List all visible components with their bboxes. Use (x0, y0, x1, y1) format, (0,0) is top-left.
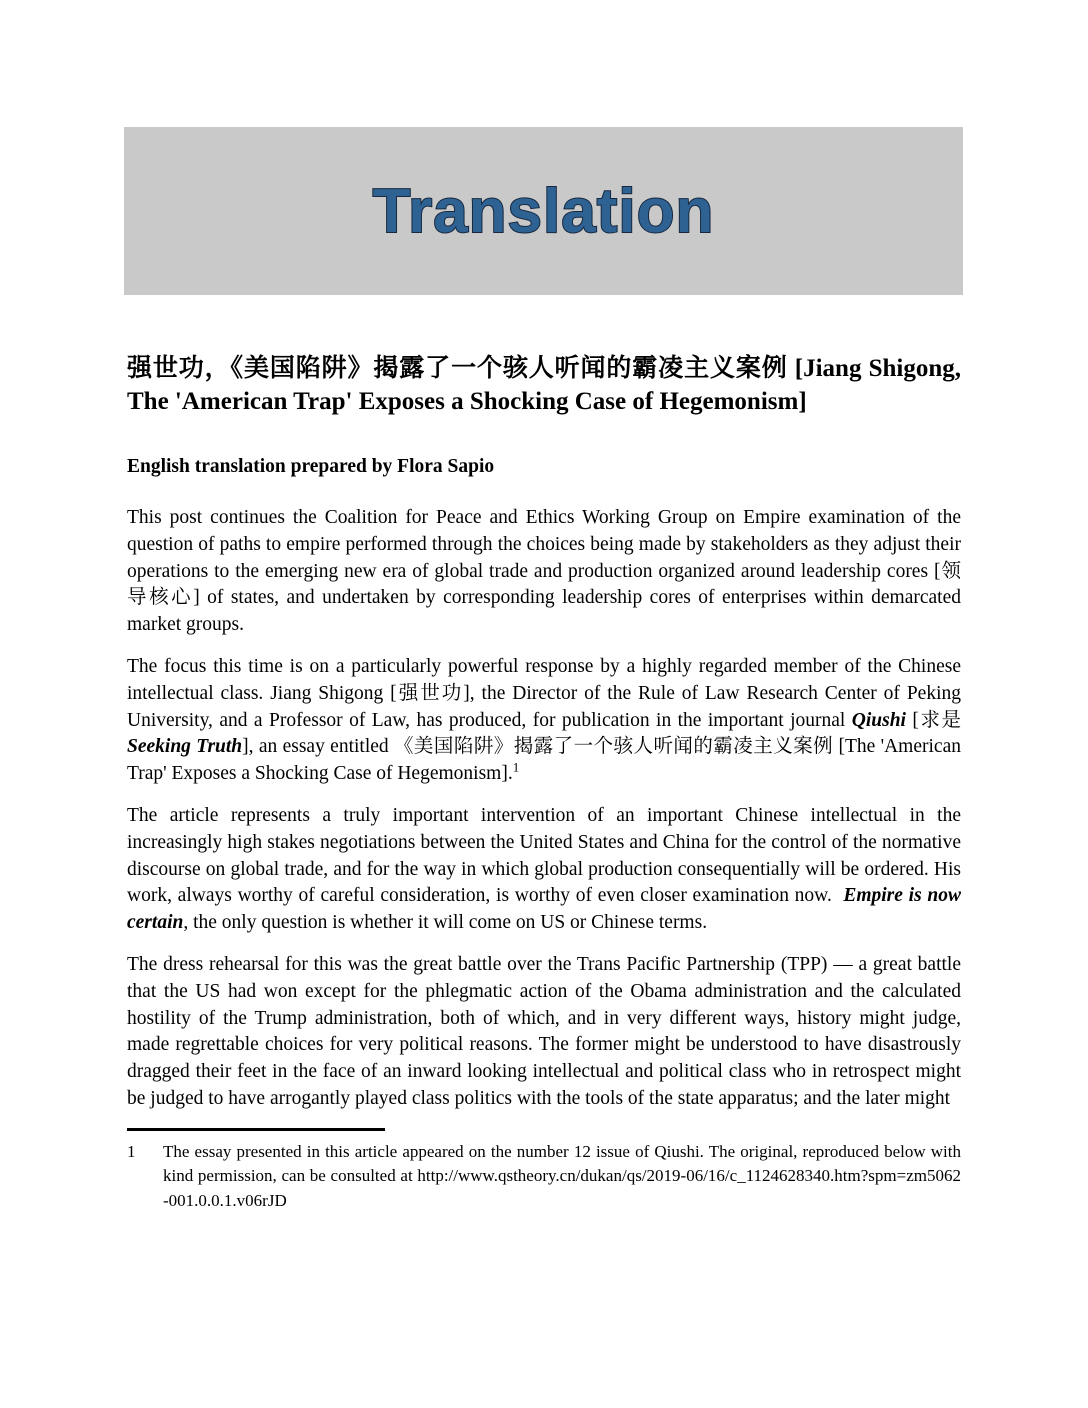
footnote-reference-1: 1 (512, 759, 520, 775)
article-content (127, 352, 961, 1213)
footnote-body (163, 1140, 961, 1214)
footnote-number: 1 (127, 1141, 136, 1161)
paragraph-2-text: ], an essay entitled 《美国陷阱》揭露了一个骇人听闻的霸凌主义案例 [The 'American Trap' Exposes a Shocking Case of Hegemonism]. (127, 736, 961, 785)
paragraph-2-text: [求是 (905, 709, 961, 731)
empire-emphasis-text: Empire is now certain (127, 885, 961, 934)
paragraph-1 (127, 505, 961, 639)
paragraph-2 (127, 654, 961, 788)
paragraph-4 (127, 952, 961, 1113)
journal-name-qiushi: Qiushi (851, 709, 906, 731)
footnote-url: http://www.qstheory.cn/dukan/qs/2019-06/16/c_1124628340.htm?spm=zm5062-001.0.0.1.v06rJD (163, 1166, 961, 1210)
footnote-text: The essay presented in this article appeared on the number 12 issue of Qiushi. The original, reproduced below with kind permission, can be consulted at (163, 1141, 961, 1186)
journal-name-seeking-truth: Seeking Truth (127, 736, 243, 758)
article-title: 强世功，《美国陷阱》揭露了一个骇人听闻的霸凌主义案例 [Jiang Shigong, The 'American Trap' Exposes a Shocking Case of Hegemonism] (127, 355, 961, 415)
footnote-separator (127, 1128, 385, 1131)
translator-byline: English translation prepared by Flora Sapio (127, 456, 495, 477)
paragraph-3-text: The article represents a truly important intervention of an important Chinese intellectual in the increasingly high stakes negotiations between the United States and China for the control of the normative discourse on global trade, and for the way in which global production consequentially will be ordered. His work, always worthy of careful consideration, is worthy of even closer examination now. (127, 804, 961, 907)
paragraph-3-text: , the only question is whether it will come on US or Chinese terms. (183, 912, 708, 934)
paragraph-1-text: This post continues the Coalition for Peace and Ethics Working Group on Empire examination of the question of paths to empire performed through the choices being made by stakeholders as they adjust their operations to the emerging new era of global trade and production organized around leadership cores [领导核心] of states, and undertaken by corresponding leadership cores of enterprises within demarcated market groups. (127, 507, 961, 636)
paragraph-2-text: The focus this time is on a particularly powerful response by a highly regarded member of the Chinese intellectual class. Jiang Shigong [强世功], the Director of the Rule of Law Research Center of Peking University, and a Professor of Law, has produced, for publication in the important journal (127, 655, 961, 731)
paragraph-3 (127, 803, 961, 937)
translation-banner (124, 127, 963, 295)
banner-title: Translation (372, 176, 715, 246)
paragraph-4-text: The dress rehearsal for this was the great battle over the Trans Pacific Partnership (TPP) — a great battle that the US had won except for the phlegmatic action of the Obama administration and the calculated hostility of the Trump administration, both of which, and in very different ways, history might judge, made regrettable choices for very political reasons. The former might be understood to have disastrously dragged their feet in the face of an inward looking intellectual and political class who in retrospect might be judged to have arrogantly played class politics with the tools of the state apparatus; and the later might (127, 953, 961, 1109)
footnote (127, 1140, 961, 1214)
